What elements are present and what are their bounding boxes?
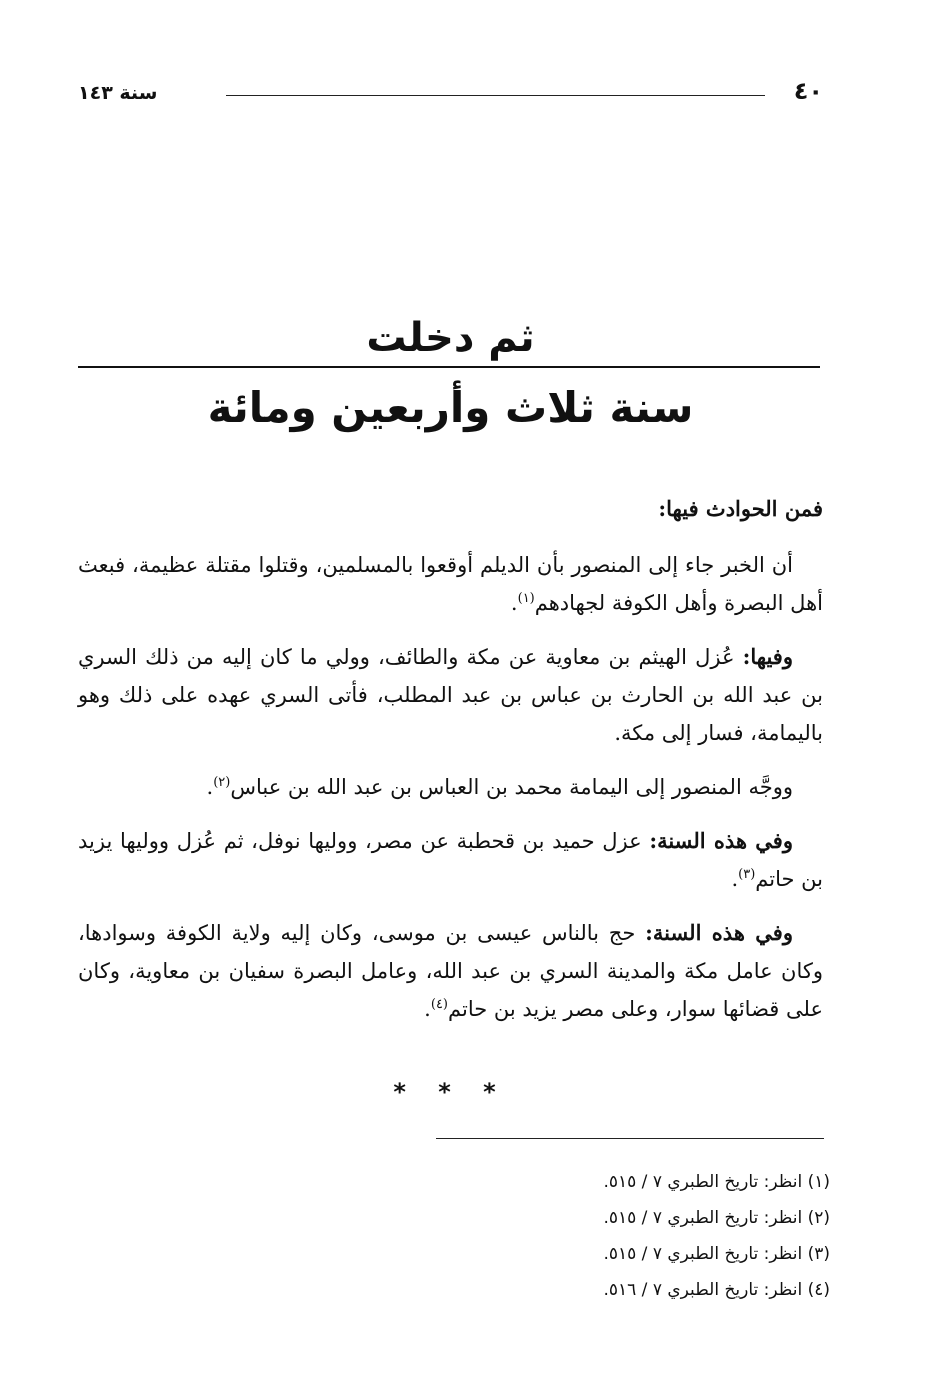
paragraph-2-text: عُزل الهيثم بن معاوية عن مكة والطائف، وولي ما كان إليه من ذلك السري بن عبد الله بن الحارث بن عباس بن عبد المطلب، فأتى السري عهده على ذلك وهو باليمامة، فسار إلى مكة. [78, 645, 823, 745]
heading-rule [78, 366, 820, 368]
footnote-3: (٣) انظر: تاريخ الطبري ٧ / ٥١٥. [603, 1244, 830, 1264]
page-number: ٤٠ [793, 77, 823, 105]
footnote-ref-1: (١) [517, 591, 535, 606]
paragraph-1 [78, 546, 823, 622]
paragraph-5-lead: وفي هذه السنة: [645, 920, 793, 945]
chapter-heading-line1: ثم دخلت [366, 315, 535, 361]
section-separator: * * * [393, 1078, 508, 1106]
paragraph-4-text: عزل حميد بن قحطبة عن مصر، ووليها نوفل، ثم عُزل ووليها يزيد بن حاتم [78, 829, 823, 891]
footnote-ref-3: (٣) [738, 867, 756, 882]
paragraph-1-end: . [510, 591, 518, 615]
paragraph-1-text: أن الخبر جاء إلى المنصور بأن الديلم أوقعوا بالمسلمين، وقتلوا مقتلة عظيمة، فبعث أهل البصرة وأهل الكوفة لجهادهم [78, 553, 823, 615]
footnote-rule [436, 1138, 824, 1139]
footnote-1: (١) انظر: تاريخ الطبري ٧ / ٥١٥. [603, 1172, 830, 1192]
chapter-heading-line2: سنة ثلاث وأربعين ومائة [207, 383, 694, 432]
paragraph-4-end: . [731, 867, 739, 891]
footnote-4: (٤) انظر: تاريخ الطبري ٧ / ٥١٦. [603, 1280, 830, 1300]
paragraph-4 [78, 822, 823, 898]
running-header [78, 76, 823, 110]
paragraph-5-end: . [424, 997, 431, 1021]
footnote-2: (٢) انظر: تاريخ الطبري ٧ / ٥١٥. [603, 1208, 830, 1228]
body-text [78, 490, 823, 1044]
paragraph-3-end: . [206, 775, 214, 799]
paragraph-5 [78, 914, 823, 1028]
paragraph-2 [78, 638, 823, 752]
footnote-ref-4: (٤) [430, 997, 448, 1012]
paragraph-3 [78, 768, 823, 806]
paragraph-2-lead: وفيها: [742, 644, 793, 669]
header-rule [226, 95, 765, 96]
running-title: سنة ١٤٣ [78, 82, 158, 104]
section-intro: فمن الحوادث فيها: [658, 496, 823, 521]
footnotes [400, 1164, 830, 1308]
paragraph-3-text: ووجَّه المنصور إلى اليمامة محمد بن العباس بن عبد الله بن عباس [230, 775, 793, 799]
footnote-ref-2: (٢) [213, 775, 231, 790]
paragraph-4-lead: وفي هذه السنة: [649, 828, 793, 853]
paragraph-5-text: حج بالناس عيسى بن موسى، وكان إليه ولاية الكوفة وسوادها، وكان عامل مكة والمدينة السري بن عبد الله، وعامل البصرة سفيان بن معاوية، وكان على قضائها سوار، وعلى مصر يزيد بن حاتم [78, 921, 823, 1021]
